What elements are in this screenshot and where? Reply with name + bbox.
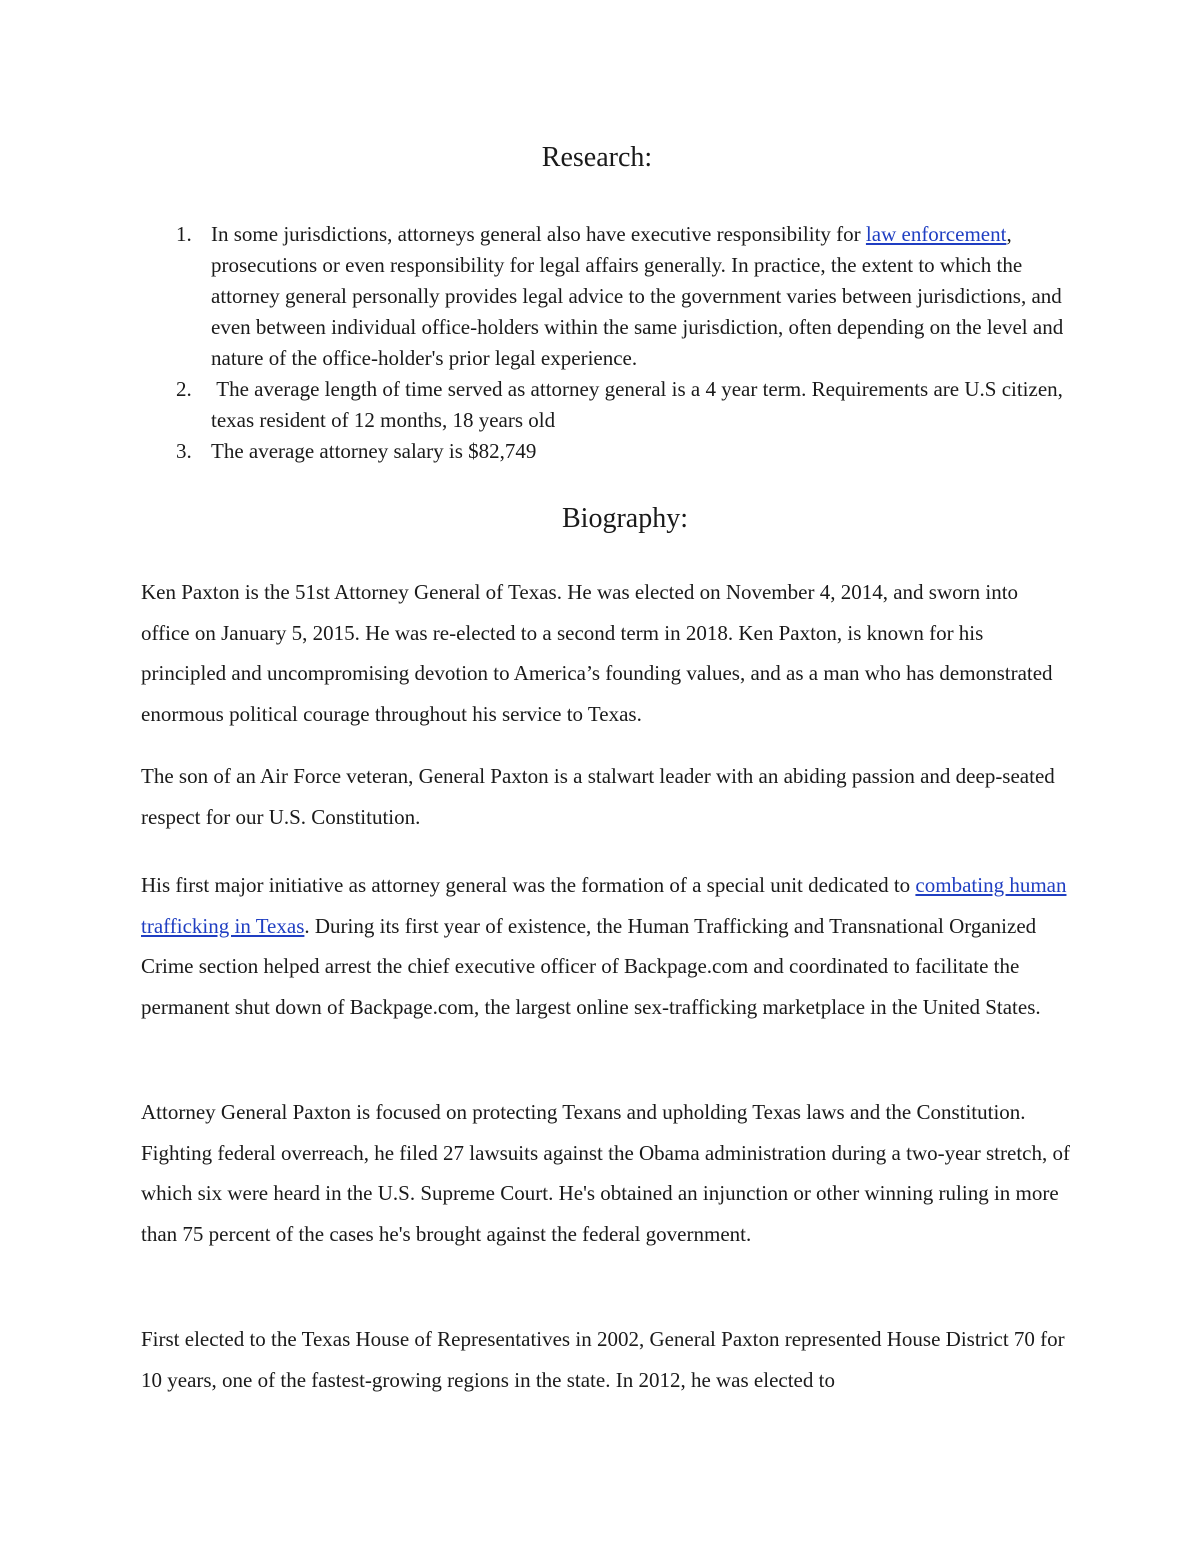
biography-paragraph: Ken Paxton is the 51st Attorney General of Texas. He was elected on November 4, 2014, and sworn into office on January 5, 2015. He was re-elected to a second term in 2018. Ken Paxton, is known for his principled and uncompromising devotion to America’s founding values, and as a man who has demonstrated enormous political courage throughout his service to Texas. xyxy=(141,580,1053,726)
biography-heading: Biography: xyxy=(562,503,688,534)
research-list xyxy=(172,219,1072,467)
biography-paragraph: Attorney General Paxton is focused on protecting Texans and upholding Texas laws and the Constitution. Fighting federal overreach, he filed 27 lawsuits against the Obama administration during a two-year stretch, of which six were heard in the U.S. Supreme Court. He's obtained an injunction or other winning ruling in more than 75 percent of the cases he's brought against the federal government. xyxy=(141,1100,1070,1246)
biography-paragraph xyxy=(141,865,1071,1027)
list-item-text: The average length of time served as attorney general is a 4 year term. Requirements are U.S citizen, texas resident of 12 months, 18 years old xyxy=(211,377,1069,432)
list-item xyxy=(172,436,1072,467)
biography-paragraph: The son of an Air Force veteran, General Paxton is a stalwart leader with an abiding passion and deep-seated respect for our U.S. Constitution. xyxy=(141,764,1055,829)
list-item xyxy=(172,374,1072,436)
list-item xyxy=(172,219,1072,374)
paragraph-text: His first major initiative as attorney general was the formation of a special unit dedicated to xyxy=(141,873,916,897)
list-item-text: , prosecutions or even responsibility for legal affairs generally. In practice, the extent to which the attorney general personally provides legal advice to the government varies between jurisdictions, and even between individual office-holders within the same jurisdiction, often depending on the level and nature of the office-holder's prior legal experience. xyxy=(211,222,1064,370)
list-number: 2. xyxy=(176,377,192,401)
list-item-text: The average attorney salary is $82,749 xyxy=(211,439,537,463)
list-number: 1. xyxy=(176,222,192,246)
human-trafficking-link[interactable]: combating human trafficking in Texas xyxy=(141,873,1067,938)
list-item-text: In some jurisdictions, attorneys general also have executive responsibility for xyxy=(211,222,866,246)
biography-paragraph: First elected to the Texas House of Representatives in 2002, General Paxton represented House District 70 for 10 years, one of the fastest-growing regions in the state. In 2012, he was elected to xyxy=(141,1327,1065,1392)
law-enforcement-link[interactable]: law enforcement xyxy=(865,222,1007,246)
research-heading: Research: xyxy=(541,142,653,173)
list-number: 3. xyxy=(176,439,192,463)
paragraph-text: . During its first year of existence, the Human Trafficking and Transnational Organized Crime section helped arrest the chief executive officer of Backpage.com and coordinated to facilitate the permanent shut down of Backpage.com, the largest online sex-trafficking marketplace in the United States. xyxy=(141,913,1041,1019)
